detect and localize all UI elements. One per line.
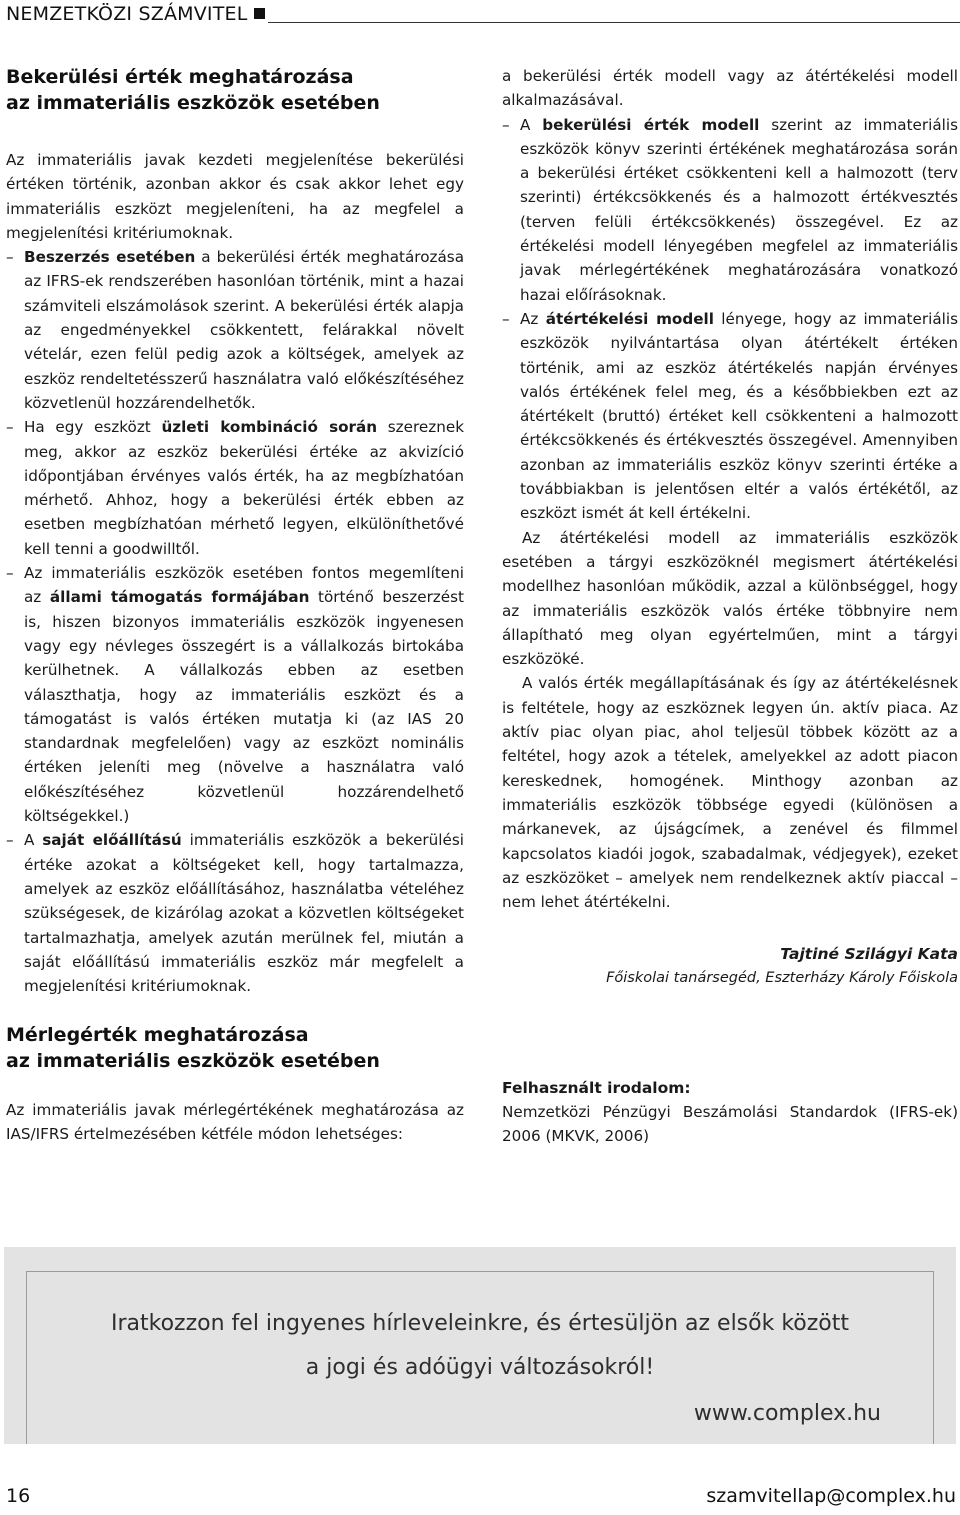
page-number: 16	[6, 1485, 31, 1507]
section-title-bekerulesi	[6, 64, 464, 116]
author-name: Tajtiné Szilágyi Kata	[780, 945, 958, 964]
bullet-item	[6, 828, 464, 998]
references-title: Felhasznált irodalom:	[502, 1079, 691, 1097]
bullet-text: történő beszerzést is, hiszen bizonyos immateriális eszközök ingyenesen vagy egy névleges összegért is a vállalkozás birtokába kerülhetnek. A vállalkozás ebben az esetben választhatja, hogy az immateriális eszközt és a támogatást is valós értéken mutatja ki (az IAS 20 standardnak megfelelően) vagy az eszközt nominális értéken jeleníti meg (növelve a használatra való előkészítéséhez közvetlenül hozzárendelhető költségekkel.)	[24, 588, 464, 826]
title-line-2: az immateriális eszközök esetében	[6, 92, 380, 114]
dash-icon: –	[6, 831, 14, 850]
bullet-text: Az immateriális eszközök esetében fontos megemlíteni az	[24, 564, 464, 607]
title-line-2: az immateriális eszközök esetében	[6, 1050, 380, 1072]
bullet-bold: üzleti kombináció során	[161, 418, 378, 437]
bullet-text: szerint az immateriális eszközök könyv szerinti értékének meghatározása során a bekerülési értéket csökkenteni kell a halmozott (terv szerinti) értékcsökkenés és a halmozott értékvesztés (terven felüli értékcsökkenés) összegével. Ez az értékelési modell lényegében megfelel az immateriális javak mérlegértékének meghatározására vonatkozó hazai előírásoknak.	[520, 115, 959, 304]
bullet-text: lényege, hogy az immateriális eszközök nyilvántartása olyan átértékelt értéken történik, ami az eszköz átértékelés napján érvényes valós értékének felel meg, és a későbbiekben ezt az átértékelt (bruttó) értéket kell csökkenteni a halmozott értékcsökkenés és értékvesztés összegével. Amennyiben azonban az immateriális eszköz könyv szerinti értéke a továbbiakban is jelentősen eltér a valós értékétől, az eszközt ismét át kell értékelni.	[520, 309, 958, 523]
bullet-text: A	[24, 831, 43, 850]
footer-email-link[interactable]: szamvitellap@complex.hu	[706, 1485, 956, 1507]
section-paragraph: Az immateriális javak mérlegértékének meghatározása az IAS/IFRS értelmezésében kétféle módon lehetséges:	[6, 1101, 464, 1144]
dash-icon: –	[502, 115, 510, 134]
bullet-bold: átértékelési modell	[545, 309, 714, 328]
continued-paragraph: a bekerülési érték modell vagy az átértékelési modell alkalmazásával.	[502, 67, 958, 110]
right-column	[502, 64, 958, 990]
square-icon	[254, 8, 265, 19]
banner-frame	[26, 1271, 934, 1444]
dash-icon: –	[502, 309, 510, 328]
bullet-text: Az	[520, 309, 546, 328]
page-header	[0, 0, 960, 30]
author-affiliation: Főiskolai tanársegéd, Eszterházy Károly Főiskola	[606, 970, 958, 987]
dash-icon: –	[6, 248, 14, 267]
bullet-text: Ha egy eszközt	[24, 418, 162, 437]
bullet-bold: bekerülési érték modell	[542, 115, 760, 134]
title-line-1: Mérlegérték meghatározása	[6, 1024, 309, 1046]
bullet-text: szereznek meg, akkor az eszköz bekerülési értéke az akvizíció időpontjában érvényes valós érték, ha az megbízhatóan mérhető. Ahhoz, hogy a bekerülési érték ebben az esetben megbízhatóan mérhető legyen, elkülöníthetővé kell tenni a goodwilltől.	[24, 418, 464, 558]
banner-line-1: Iratkozzon fel ingyenes hírleveleinkre, és értesüljön az elsők között	[110, 1311, 850, 1336]
bullet-item	[6, 415, 464, 561]
title-line-1: Bekerülési érték meghatározása	[6, 66, 354, 88]
bullet-item	[6, 245, 464, 415]
intro-paragraph: Az immateriális javak kezdeti megjelenítése bekerülési értéken történik, azonban akkor és csak akkor lehet egy immateriális eszközt megjeleníteni, ha az megfelel a megjelenítési kritériumoknak.	[6, 151, 464, 242]
banner-url-link[interactable]: www.complex.hu	[693, 1401, 881, 1426]
bullet-item	[502, 307, 958, 526]
left-column	[6, 64, 464, 998]
body-paragraph: Az átértékelési modell az immateriális eszközök esetében a tárgyi eszközöknél megismert átértékelési modellhez hasonlóan működik, azzal a különbséggel, hogy az immateriális eszközök valós értéke többnyire nem állapítható meg olyan egyértelműen, mint a tárgyi eszközöké.	[502, 528, 958, 669]
header-title: NEMZETKÖZI SZÁMVITEL	[6, 3, 248, 25]
bullet-bold: saját előállítású	[42, 831, 182, 850]
section-title-merlegertek	[6, 1022, 464, 1074]
header-rule	[268, 22, 960, 23]
dash-icon: –	[6, 418, 14, 437]
bullet-text: immateriális eszközök a bekerülési értéke azokat a költségeket kell, hogy tartalmazza, amelyek az eszköz előállításához, használatba vételéhez szükségesek, de kizárólag azokat a közvetlen költségeket tartalmazhatja, amelyek azután merülnek fel, miután a saját előállítású immateriális eszköz már megfelelt a megjelenítési kritériumoknak.	[24, 831, 464, 996]
bullet-bold: állami támogatás formájában	[49, 588, 310, 607]
banner-line-2: a jogi és adóügyi változásokról!	[305, 1355, 655, 1380]
bullet-bold: Beszerzés esetében	[24, 248, 196, 267]
banner-text	[27, 1302, 933, 1390]
section-merlegertek	[6, 1022, 464, 1147]
bullet-item	[502, 113, 958, 307]
section-heading	[6, 3, 265, 25]
bullet-text: a bekerülési érték meghatározása az IFRS-ek rendszerében hasonlóan történik, mint a hazai számviteli elszámolások szerint. A bekerülési érték alapja az engedményekkel csökkentett, felárakkal növelt vételár, ezen felül pedig azok a költségek, amelyek az eszköz rendeltetésszerű használatra való előkészítéséhez közvetlenül hozzárendelhetők.	[24, 248, 465, 412]
newsletter-banner	[4, 1247, 956, 1444]
author-block	[502, 942, 958, 990]
bullet-text: A	[520, 115, 543, 134]
references	[502, 1076, 958, 1149]
references-text: Nemzetközi Pénzügyi Beszámolási Standardok (IFRS-ek) 2006 (MKVK, 2006)	[502, 1103, 958, 1146]
body-paragraph: A valós érték megállapításának és így az átértékelésnek is feltétele, hogy az eszköznek legyen ún. aktív piaca. Az aktív piac olyan piac, ahol teljesül többek között az a feltétel, hogy azok a tételek, amelyekkel az adott piacon kereskednek, homogének. Minthogy azonban az immateriális eszközök többsége egyedi (különösen a márkanevek, az újságcímek, a zenével és filmmel kapcsolatos kiadói jogok, szabadalmak, védjegyek), ezeket az eszközöket – amelyek nem rendelkeznek aktív piaccal – nem lehet átértékelni.	[502, 674, 958, 912]
bullet-item	[6, 561, 464, 828]
dash-icon: –	[6, 564, 14, 583]
